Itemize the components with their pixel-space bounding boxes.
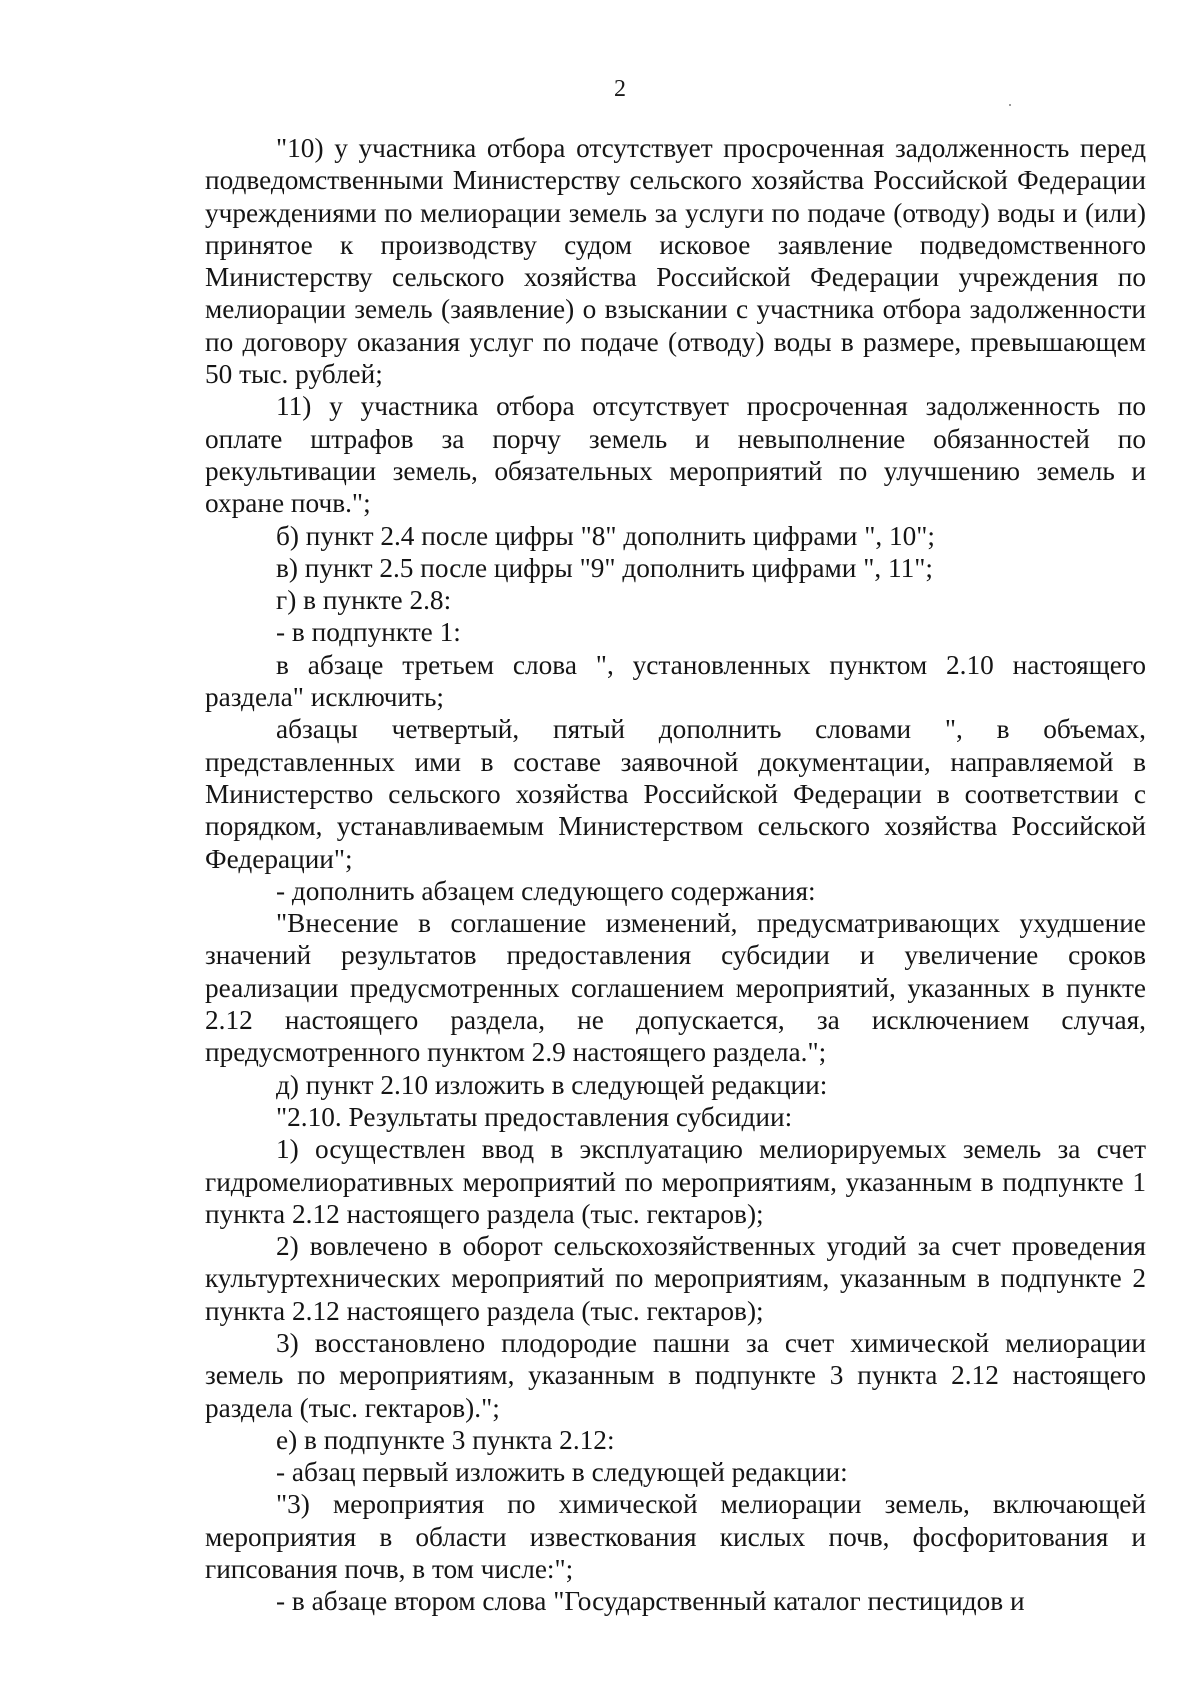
paragraph-amendment-v: в) пункт 2.5 после цифры "9" дополнить цифрами ", 11";	[276, 552, 934, 583]
paragraph-first-abzac: - абзац первый изложить в следующей редакции:	[276, 1457, 848, 1488]
paragraph-amendment-d: д) пункт 2.10 изложить в следующей редакции:	[276, 1069, 828, 1100]
paragraph-result-2: 2) вовлечено в оборот сельскохозяйственных угодий за счет проведения культуртехнических мероприятий по мероприятиям, указанным в подпункте 2 пункта 2.12 настоящего раздела (тыс. гектаров);	[205, 1231, 1146, 1326]
paragraph-item-10: "10) у участника отбора отсутствует просроченная задолженность перед подведомственными Министерству сельского хозяйства Российской Федерации учреждениями по мелиорации земель за услуги по подаче (отводу) воды и (или) принятое к производству судом исковое заявление подведомственного Министерству сельского хозяйства Российской Федерации учреждения по мелиорации земель (заявление) о взыскании с участника отбора задолженности по договору оказания услуг по подаче (отводу) воды в размере, превышающем 50 тыс. рублей;	[205, 133, 1146, 390]
paragraph-result-3: 3) восстановлено плодородие пашни за счет химической мелиорации земель по мероприятиям, указанным в подпункте 3 пункта 2.12 настоящего раздела (тыс. гектаров).";	[205, 1327, 1146, 1423]
paragraph-add-abzac: - дополнить абзацем следующего содержания:	[276, 875, 816, 906]
paragraph-amendment-g: г) в пункте 2.8:	[276, 585, 452, 616]
page-number: 2	[614, 76, 626, 102]
paragraph-item-11: 11) у участника отбора отсутствует просроченная задолженность по оплате штрафов за порчу земель и невыполнение обязанностей по рекультивации земель, обязательных мероприятий по улучшению земель и охране почв.";	[205, 391, 1146, 519]
paragraph-amendment-e: е) в подпункте 3 пункта 2.12:	[276, 1424, 615, 1455]
paragraph-chemical-melioration: "3) мероприятия по химической мелиорации земель, включающей мероприятия в области известкования кислых почв, фосфоритования и гипсования почв, в том числе:";	[205, 1489, 1146, 1585]
paragraph-second-abzac: - в абзаце втором слова "Государственный каталог пестицидов и	[276, 1586, 1025, 1617]
paragraph-amendment-b: б) пункт 2.4 после цифры "8" дополнить цифрами ", 10";	[276, 520, 936, 551]
paragraph-result-1: 1) осуществлен ввод в эксплуатацию мелиорируемых земель за счет гидромелиоративных мероприятий по мероприятиям, указанным в подпункте 1 пункта 2.12 настоящего раздела (тыс. гектаров);	[205, 1134, 1146, 1229]
paragraph-third-abzac: в абзаце третьем слова ", установленных пунктом 2.10 настоящего раздела" исключить;	[205, 649, 1146, 713]
paragraph-subitem-1: - в подпункте 1:	[276, 617, 461, 648]
document-body	[205, 132, 1146, 1618]
paragraph-fourth-fifth-abzac: абзацы четвертый, пятый дополнить словами ", в объемах, представленных ими в составе заявочной документации, направляемой в Министерство сельского хозяйства Российской Федерации в соответствии с порядком, устанавливаемым Министерством сельского хозяйства Российской Федерации";	[205, 714, 1146, 874]
scan-speck	[1009, 104, 1011, 106]
paragraph-results-heading: "2.10. Результаты предоставления субсидии:	[276, 1101, 793, 1132]
paragraph-quoted-insert: "Внесение в соглашение изменений, предусматривающих ухудшение значений результатов предоставления субсидии и увеличение сроков реализации предусмотренных соглашением мероприятий, указанных в пункте 2.12 настоящего раздела, не допускается, за исключением случая, предусмотренного пунктом 2.9 настоящего раздела.";	[205, 908, 1146, 1068]
